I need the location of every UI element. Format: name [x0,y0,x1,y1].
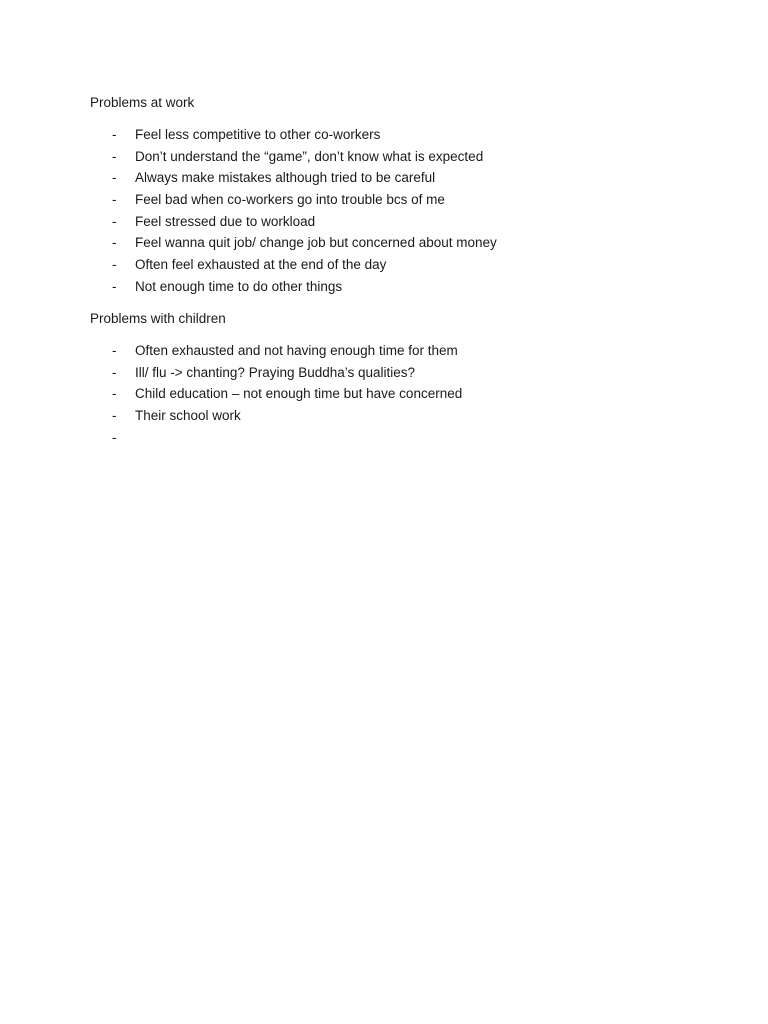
list-bullet: - [112,343,117,358]
list-bullet: - [112,213,117,229]
list-bullet: - [112,127,117,142]
list-bullet: - [112,192,117,208]
list-item-text: Ill/ flu -> chanting? Praying Buddha’s qualities? [135,364,416,380]
list-item-text: Always make mistakes although tried to be careful [135,170,436,186]
section-heading-children: Problems with children [90,311,226,326]
list-item-text: Feel less competitive to other co-workers [135,127,381,142]
list-item-text: Don’t understand the “game”, don’t know what is expected [135,148,484,164]
list-bullet: - [112,408,117,424]
list-bullet: - [112,278,117,294]
list-bullet: - [112,386,117,402]
list-bullet: - [112,257,117,273]
section-heading-work: Problems at work [90,95,195,110]
list-bullet: - [112,235,117,251]
list-item-text: Not enough time to do other things [135,278,343,294]
list-bullet: - [112,170,117,186]
list-item-text: Feel stressed due to workload [135,213,316,229]
list-item-text: Feel bad when co-workers go into trouble bcs of me [135,192,445,208]
list-item-text: Often exhausted and not having enough time for them [135,343,458,358]
list-bullet: - [112,364,117,380]
list-item-text: Feel wanna quit job/ change job but concerned about money [135,235,497,251]
list-item-text: Child education – not enough time but have concerned [135,386,463,402]
list-item-text: Often feel exhausted at the end of the day [135,257,387,273]
list-bullet: - [112,148,117,164]
list-bullet: - [112,429,117,445]
list-item-text: Their school work [135,408,241,424]
